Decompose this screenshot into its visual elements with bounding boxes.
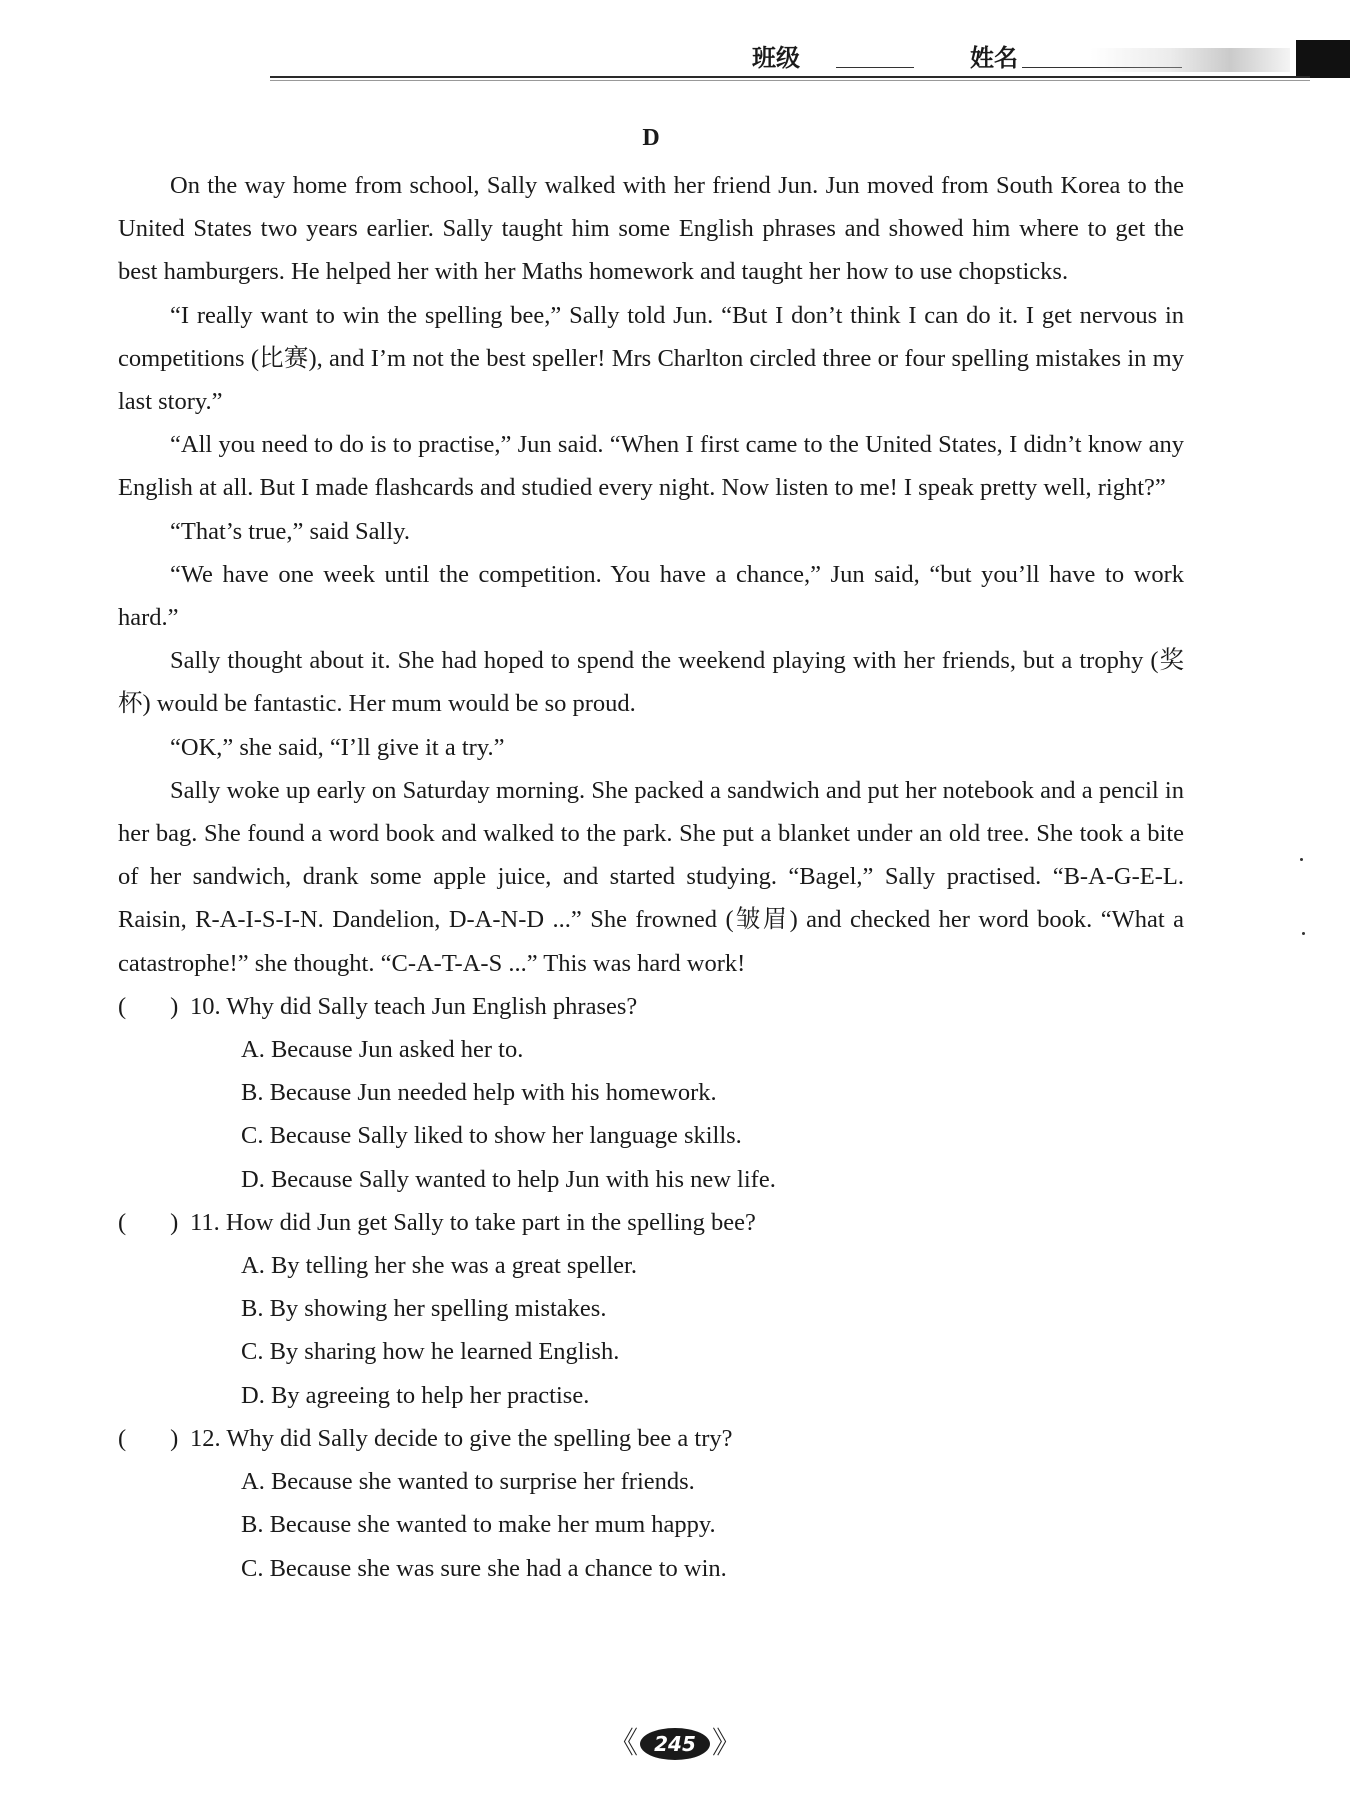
option-a[interactable]: A. Because Jun asked her to. xyxy=(241,1036,524,1064)
passage-paragraph: “We have one week until the competition. You have a chance,” Jun said, “but you’ll have to work hard.” xyxy=(118,560,1184,632)
header-rule xyxy=(270,76,1310,78)
question-11 xyxy=(118,1201,1184,1417)
passage-paragraph: “I really want to win the spelling bee,” Sally told Jun. “But I don’t think I can do it. I get nervous in competitions (比赛), and I’m not the best speller! Mrs Charlton circled three or four spelling mistakes in my last story.” xyxy=(118,301,1184,416)
header-texture xyxy=(1090,48,1290,72)
question-text: How did Jun get Sally to take part in the spelling bee? xyxy=(225,1208,756,1236)
question-stem xyxy=(118,1417,1184,1460)
passage-body xyxy=(118,164,1184,985)
header-rule-thin xyxy=(270,80,1310,81)
options-list xyxy=(118,1460,1184,1590)
passage-paragraph: Sally thought about it. She had hoped to spend the weekend playing with her friends, but a trophy (奖杯) would be fantastic. Her mum would be so proud. xyxy=(118,647,1184,718)
page-number: 245 xyxy=(640,1728,710,1760)
question-number: 11. xyxy=(190,1208,220,1236)
passage-paragraph: “That’s true,” said Sally. xyxy=(170,517,410,545)
passage-paragraph: On the way home from school, Sally walked with her friend Jun. Jun moved from South Korea to the United States two years earlier. Sally taught him some English phrases and showed him where to get the best hamburgers. He helped her with her Maths homework and taught her how to use chopsticks. xyxy=(118,172,1184,286)
option-d[interactable]: D. Because Sally wanted to help Jun with his new life. xyxy=(241,1165,776,1193)
passage-paragraph: “OK,” she said, “I’ll give it a try.” xyxy=(170,733,505,761)
scan-speck xyxy=(1300,858,1303,861)
option-a[interactable]: A. Because she wanted to surprise her friends. xyxy=(241,1468,695,1496)
option-a[interactable]: A. By telling her she was a great speller. xyxy=(241,1252,637,1280)
class-label: 班级 xyxy=(752,44,800,72)
passage-title: D xyxy=(642,125,660,151)
passage-paragraph: “All you need to do is to practise,” Jun said. “When I first came to the United States, I didn’t know any English at all. But I made flashcards and studied every night. Now listen to me! I speak pretty well, right?” xyxy=(118,431,1184,502)
option-c[interactable]: C. Because she was sure she had a chance to win. xyxy=(241,1554,727,1582)
option-c[interactable]: C. By sharing how he learned English. xyxy=(241,1338,620,1366)
answer-blank[interactable]: ( ) xyxy=(118,1208,179,1236)
page-footer xyxy=(0,1728,1350,1778)
options-list xyxy=(118,1244,1184,1417)
name-label: 姓名 xyxy=(970,44,1018,72)
worksheet-content xyxy=(118,110,1184,1590)
passage-paragraph: Sally woke up early on Saturday morning. She packed a sandwich and put her notebook and a pencil in her bag. She found a word book and walked to the park. She put a blanket under an old tree. She took a bite of her sandwich, drank some apple juice, and started studying. “Bagel,” Sally practised. “B-A-G-E-L. Raisin, R-A-I-S-I-N. Dandelion, D-A-N-D ...” She frowned (皱眉) and checked her word book. “What a catastrophe!” she thought. “C-A-T-A-S ...” This was hard work! xyxy=(118,776,1184,977)
answer-blank[interactable]: ( ) xyxy=(118,1424,179,1452)
header-corner-block xyxy=(1296,40,1350,78)
question-text: Why did Sally teach Jun English phrases? xyxy=(226,992,638,1020)
question-stem xyxy=(118,1201,1184,1244)
options-list xyxy=(118,1028,1184,1201)
option-c[interactable]: C. Because Sally liked to show her language skills. xyxy=(241,1122,742,1150)
question-number: 12. xyxy=(190,1424,221,1452)
answer-blank[interactable]: ( ) xyxy=(118,992,179,1020)
chevron-right-icon: 》 xyxy=(711,1726,742,1761)
option-b[interactable]: B. Because Jun needed help with his homework. xyxy=(241,1079,717,1107)
page-header xyxy=(0,0,1350,90)
question-number: 10. xyxy=(190,992,221,1020)
chevron-left-icon: 《 xyxy=(608,1726,639,1761)
class-blank xyxy=(836,67,914,68)
page-number-badge xyxy=(608,1728,742,1760)
option-d[interactable]: D. By agreeing to help her practise. xyxy=(241,1381,590,1409)
option-b[interactable]: B. By showing her spelling mistakes. xyxy=(241,1295,607,1323)
question-stem xyxy=(118,985,1184,1028)
question-10 xyxy=(118,985,1184,1201)
question-12 xyxy=(118,1417,1184,1590)
option-b[interactable]: B. Because she wanted to make her mum happy. xyxy=(241,1511,716,1539)
question-text: Why did Sally decide to give the spelling bee a try? xyxy=(226,1424,733,1452)
scan-speck xyxy=(1302,932,1305,935)
